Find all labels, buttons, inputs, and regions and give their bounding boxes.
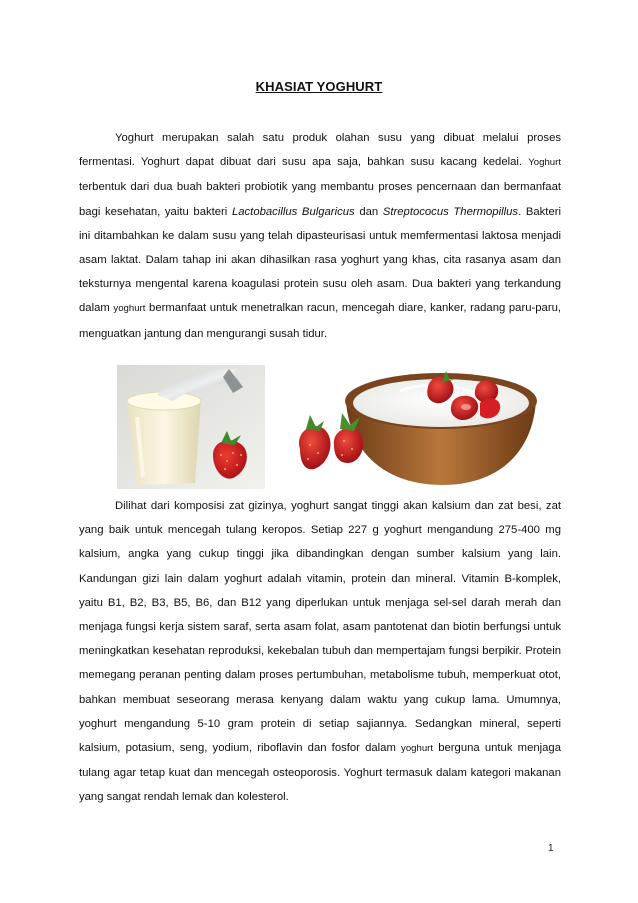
paragraph-text: yoghurt	[113, 303, 146, 315]
paragraph-text: berguna untuk menjaga tulang agar tetap kuat dan mencegah osteoporosis. Yoghurt termasuk dalam kategori makanan yang sangat rendah lemak dan kolesterol.	[79, 742, 561, 804]
paragraph-text: . Bakteri ini ditambahkan ke dalam susu yang telah dipasteurisasi untuk memfermentasi laktosa menjadi asam laktat. Dalam tahap ini akan dihasilkan rasa yoghurt yang khas, cita rasanya asam dan teksturnya mengental karena koagulasi protein susu oleh asam. Dua bakteri yang terkandung dalam	[79, 205, 561, 315]
paragraph-text: Yoghurt	[528, 157, 562, 169]
paragraph-text: Dilihat dari komposisi zat gizinya, yoghurt sangat tinggi akan kalsium dan zat besi, zat yang baik untuk mencegah tulang keropos. Setiap 227 g yoghurt mengandung 275-400 mg kalsium, angka yang cukup tinggi jika dibandingkan dengan sumber kalsium yang lain. Kandungan gizi lain dalam yoghurt adalah vitamin, protein dan mineral. Vitamin B-komplek, yaitu B1, B2, B3, B5, B6, dan B12 yang diperlukan untuk menjaga sel-sel darah merah dan menjaga fungsi kerja sistem saraf, serta asam folat, asam pantotenat dan biotin berfungsi untuk meningkatkan kesehatan reproduksi, kekebalan tubuh dan mempertajam fungsi berpikir. Protein memegang peranan penting dalam proses pertumbuhan, metabolisme tubuh, memperkuat otot, bahkan membuat seseorang merasa kenyang dalam waktu yang cukup lama. Umumnya, yoghurt mengandung 5-10 gram protein di setiap sajiannya. Sedangkan mineral, seperti kalsium, potasium, seng, yodium, riboflavin dan fosfor dalam	[79, 500, 561, 755]
paragraph-text: yoghurt	[401, 743, 434, 755]
paragraph-nutrition	[79, 494, 561, 810]
species-name: Streptococus Thermopillus	[382, 205, 519, 218]
yoghurt-cup-image	[117, 365, 265, 489]
paragraph-text: bermanfaat untuk menetralkan racun, mencegah diare, kanker, radang paru-paru, menguatkan jantung dan mengurangi susah tidur.	[79, 302, 562, 340]
document-title: KHASIAT YOGHURT	[255, 79, 383, 94]
paragraph-text: Yoghurt merupakan salah satu produk olahan susu yang dibuat melalui proses fermentasi. Yoghurt dapat dibuat dari susu apa saja, bahkan susu kacang kedelai.	[79, 132, 561, 169]
yoghurt-images	[117, 365, 537, 490]
species-name: Lactobacillus Bulgaricus	[231, 205, 355, 218]
yoghurt-bowl-image	[280, 367, 538, 489]
paragraph-text: terbentuk dari dua buah bakteri probiotik yang membantu proses pencernaan dan bermanfaat bagi kesehatan, yaitu bakteri	[79, 181, 561, 218]
page-number: 1	[548, 843, 554, 854]
paragraph-intro	[79, 126, 561, 346]
paragraph-text: dan	[359, 205, 379, 218]
